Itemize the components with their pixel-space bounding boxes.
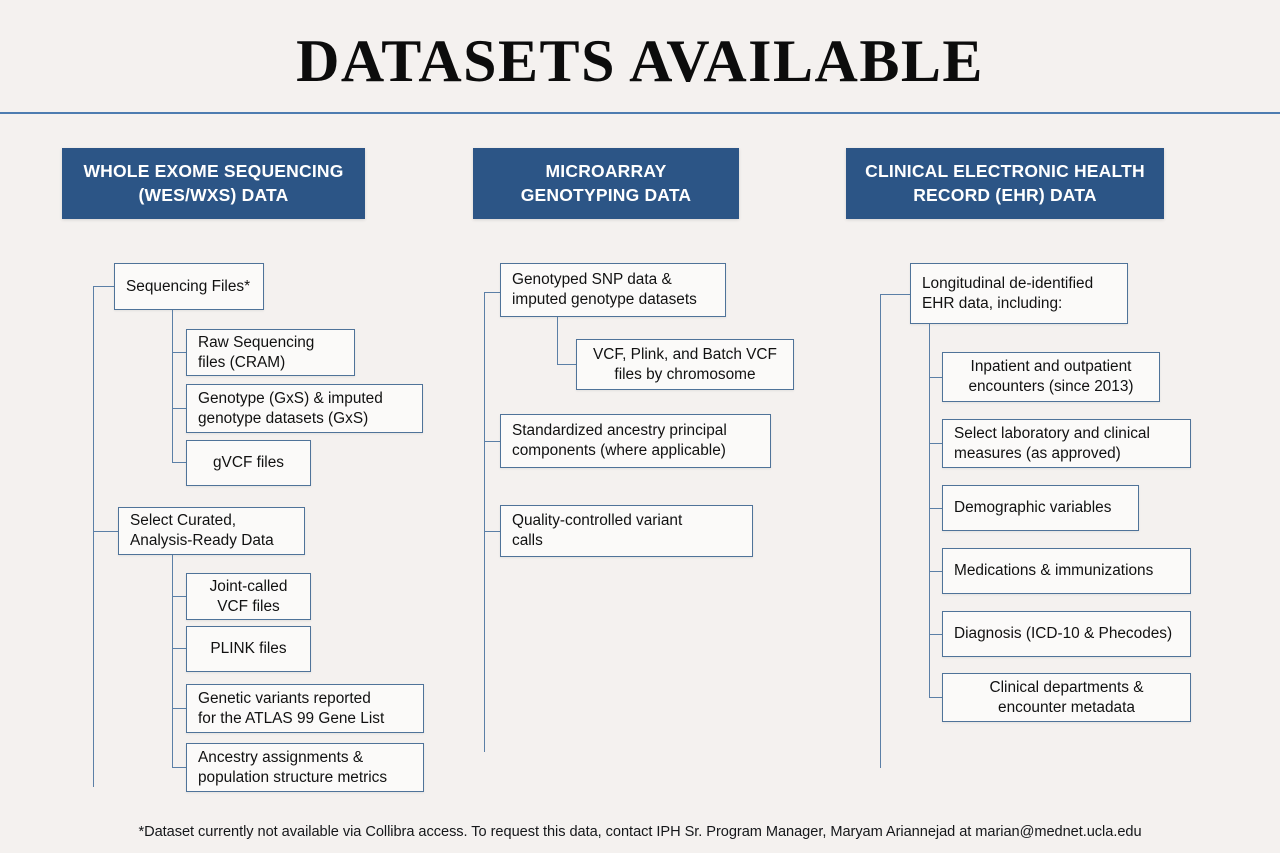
wes-curated-connector-3 xyxy=(172,708,186,709)
node-ancestry-assignments-line-2: population structure metrics xyxy=(198,768,388,786)
ehr-trunk-branch-longitudinal xyxy=(880,294,911,295)
node-sequencing-files xyxy=(114,263,264,310)
page-title: DATASETS AVAILABLE xyxy=(296,28,984,94)
ehr-child-connector-3 xyxy=(929,508,943,509)
node-raw-sequencing-files-line-2: files (CRAM) xyxy=(198,353,286,371)
node-select-curated xyxy=(118,507,305,555)
wes-seqfiles-connector-2 xyxy=(172,408,186,409)
node-demographic-variables xyxy=(942,485,1139,531)
node-ancestry-assignments xyxy=(186,743,424,792)
node-raw-sequencing-files xyxy=(186,329,355,376)
microarray-trunk-spine xyxy=(484,292,485,752)
column-header-microarray-line-2: GENOTYPING DATA xyxy=(520,184,692,205)
node-quality-controlled-variant-calls-line-1: Quality-controlled variant xyxy=(512,512,683,530)
node-select-curated-line-2: Analysis-Ready Data xyxy=(130,532,274,549)
wes-seqfiles-connector-3 xyxy=(172,462,186,463)
wes-curated-connector-2 xyxy=(172,648,186,649)
ehr-child-connector-6 xyxy=(929,697,943,698)
node-vcf-plink-batch-vcf-line-1: VCF, Plink, and Batch VCF xyxy=(593,345,777,363)
node-plink-files xyxy=(186,626,311,672)
wes-curated-connector-1 xyxy=(172,596,186,597)
node-standardized-ancestry-pcs-line-2: components (where applicable) xyxy=(512,442,726,459)
wes-curated-subspine xyxy=(172,555,173,768)
node-genotyped-snp-data xyxy=(500,263,726,317)
title-divider-rule xyxy=(0,112,1280,114)
column-header-microarray-line-1: MICROARRAY xyxy=(545,161,667,182)
microarray-trunk-branch-variant-calls xyxy=(484,531,501,532)
node-longitudinal-ehr-line-2: EHR data, including: xyxy=(922,294,1063,312)
node-genotype-gxs-imputed-line-2: genotype datasets (GxS) xyxy=(198,409,369,427)
node-inpatient-outpatient-encounters-line-2: encounters (since 2013) xyxy=(968,378,1134,395)
node-diagnosis-icd10-phecodes xyxy=(942,611,1191,657)
ehr-child-connector-1 xyxy=(929,377,943,378)
microarray-snp-subspine xyxy=(557,317,558,365)
node-genotyped-snp-data-line-2: imputed genotype datasets xyxy=(512,291,697,308)
microarray-trunk-branch-genotyped-snp xyxy=(484,292,501,293)
microarray-trunk-branch-ancestry-pcs xyxy=(484,441,501,442)
column-header-wes-line-2: (WES/WXS) DATA xyxy=(138,184,289,205)
column-header-ehr xyxy=(846,148,1164,219)
node-medications-immunizations xyxy=(942,548,1191,594)
node-standardized-ancestry-pcs-line-1: Standardized ancestry principal xyxy=(512,422,727,440)
node-inpatient-outpatient-encounters xyxy=(942,352,1160,402)
wes-trunk-branch-select-curated xyxy=(93,531,118,532)
node-ancestry-assignments-line-1: Ancestry assignments & xyxy=(198,748,364,766)
node-genetic-variants-atlas-99-line-2: for the ATLAS 99 Gene List xyxy=(198,709,385,727)
node-sequencing-files-line-1: Sequencing Files* xyxy=(126,277,251,295)
node-vcf-plink-batch-vcf-line-2: files by chromosome xyxy=(614,365,756,383)
node-select-laboratory-clinical-measures xyxy=(942,419,1191,468)
node-inpatient-outpatient-encounters-line-1: Inpatient and outpatient xyxy=(970,358,1132,376)
ehr-child-connector-5 xyxy=(929,634,943,635)
node-joint-called-vcf-files-line-1: Joint-called xyxy=(209,577,288,595)
column-header-ehr-line-2: RECORD (EHR) DATA xyxy=(913,184,1097,205)
wes-trunk-branch-sequencing-files xyxy=(93,286,115,287)
node-diagnosis-icd10-phecodes-line-1: Diagnosis (ICD-10 & Phecodes) xyxy=(954,625,1173,643)
node-vcf-plink-batch-vcf xyxy=(576,339,794,390)
ehr-child-connector-4 xyxy=(929,571,943,572)
wes-curated-connector-4 xyxy=(172,767,186,768)
wes-seqfiles-subspine xyxy=(172,310,173,463)
wes-trunk-spine xyxy=(93,286,94,787)
node-longitudinal-ehr-line-1: Longitudinal de-identified xyxy=(922,274,1094,292)
node-clinical-departments-metadata-line-1: Clinical departments & xyxy=(989,678,1144,696)
node-select-laboratory-clinical-measures-line-2: measures (as approved) xyxy=(954,444,1121,462)
footnote-text: *Dataset currently not available via Collibra access. To request this data, contact IPH Sr. Program Manager, Maryam Ariannejad at marian@mednet.ucla.edu xyxy=(138,824,1142,840)
node-clinical-departments-metadata-line-2: encounter metadata xyxy=(998,698,1135,716)
node-select-laboratory-clinical-measures-line-1: Select laboratory and clinical xyxy=(954,424,1150,442)
node-genotype-gxs-imputed xyxy=(186,384,423,433)
node-joint-called-vcf-files xyxy=(186,573,311,620)
node-genetic-variants-atlas-99-line-1: Genetic variants reported xyxy=(198,689,371,707)
column-header-microarray xyxy=(473,148,739,219)
ehr-children-subspine xyxy=(929,324,930,698)
node-medications-immunizations-line-1: Medications & immunizations xyxy=(954,562,1154,580)
node-gvcf-files-line-1: gVCF files xyxy=(213,454,284,472)
node-quality-controlled-variant-calls-line-2: calls xyxy=(512,532,543,549)
node-raw-sequencing-files-line-1: Raw Sequencing xyxy=(198,333,315,351)
node-demographic-variables-line-1: Demographic variables xyxy=(954,499,1112,517)
microarray-snp-connector-1 xyxy=(557,364,576,365)
column-header-ehr-line-1: CLINICAL ELECTRONIC HEALTH xyxy=(865,161,1145,182)
node-joint-called-vcf-files-line-2: VCF files xyxy=(217,597,280,615)
column-header-wes-line-1: WHOLE EXOME SEQUENCING xyxy=(83,161,344,182)
node-genotyped-snp-data-line-1: Genotyped SNP data & xyxy=(512,271,672,289)
ehr-trunk-spine xyxy=(880,294,881,768)
node-longitudinal-ehr xyxy=(910,263,1128,324)
wes-seqfiles-connector-1 xyxy=(172,352,186,353)
node-quality-controlled-variant-calls xyxy=(500,505,753,557)
node-genotype-gxs-imputed-line-1: Genotype (GxS) & imputed xyxy=(198,389,383,407)
ehr-child-connector-2 xyxy=(929,443,943,444)
node-standardized-ancestry-pcs xyxy=(500,414,771,468)
node-gvcf-files xyxy=(186,440,311,486)
node-select-curated-line-1: Select Curated, xyxy=(130,512,237,530)
node-plink-files-line-1: PLINK files xyxy=(210,640,287,658)
column-header-wes xyxy=(62,148,365,219)
node-clinical-departments-metadata xyxy=(942,673,1191,722)
node-genetic-variants-atlas-99 xyxy=(186,684,424,733)
